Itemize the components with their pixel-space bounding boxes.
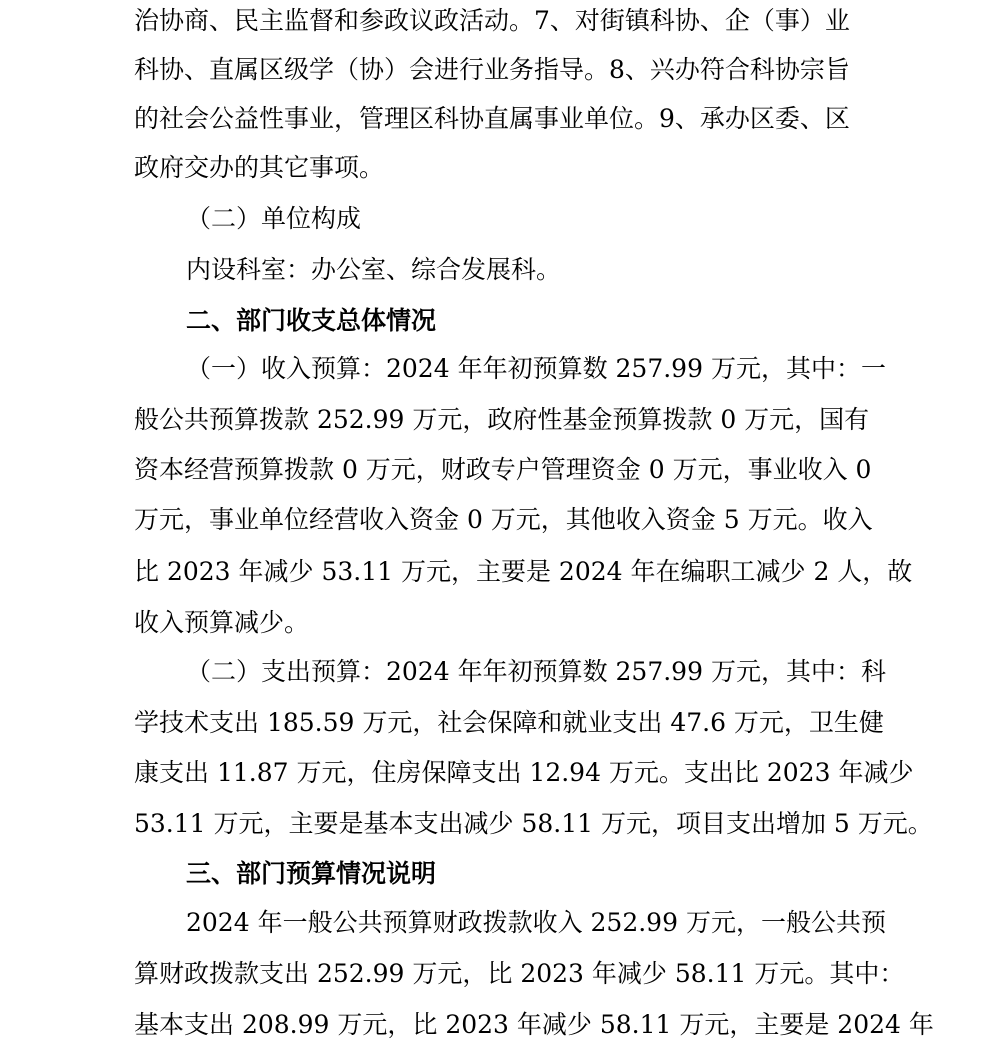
text-line: 般公共预算拨款 252.99 万元，政府性基金预算拨款 0 万元，国有 (134, 405, 870, 434)
text-line: 科协、直属区级学（协）会进行业务指导。8、兴办符合科协宗旨 (134, 55, 850, 84)
text-line: 算财政拨款支出 252.99 万元，比 2023 年减少 58.11 万元。其中： (134, 959, 905, 988)
text-line: 康支出 11.87 万元，住房保障支出 12.94 万元。支出比 2023 年减少 (134, 758, 914, 787)
section-heading: 三、部门预算情况说明 (186, 859, 437, 888)
text-line: 53.11 万元，主要是基本支出减少 58.11 万元，项目支出增加 5 万元。 (134, 809, 933, 838)
text-line: 2024 年一般公共预算财政拨款收入 252.99 万元，一般公共预 (186, 908, 886, 937)
text-line: 基本支出 208.99 万元，比 2023 年减少 58.11 万元，主要是 2024 年 (134, 1010, 934, 1039)
section-heading: 二、部门收支总体情况 (186, 306, 437, 335)
text-line: 政府交办的其它事项。 (134, 153, 385, 182)
text-line: 内设科室：办公室、综合发展科。 (186, 255, 562, 284)
section-subheading: （二）单位构成 (186, 204, 362, 233)
text-line: 的社会公益性事业，管理区科协直属事业单位。9、承办区委、区 (134, 104, 850, 133)
text-line: 学技术支出 185.59 万元，社会保障和就业支出 47.6 万元，卫生健 (134, 708, 884, 737)
text-line: 治协商、民主监督和参政议政活动。7、对街镇科协、企（事）业 (134, 6, 850, 35)
text-line: （一）收入预算：2024 年年初预算数 257.99 万元，其中：一 (186, 354, 886, 383)
text-line: 收入预算减少。 (134, 608, 310, 637)
text-line: （二）支出预算：2024 年年初预算数 257.99 万元，其中：科 (186, 657, 886, 686)
text-line: 资本经营预算拨款 0 万元，财政专户管理资金 0 万元，事业收入 0 (134, 455, 872, 484)
text-line: 万元，事业单位经营收入资金 0 万元，其他收入资金 5 万元。收入 (134, 505, 873, 534)
text-line: 比 2023 年减少 53.11 万元，主要是 2024 年在编职工减少 2 人，故 (134, 557, 913, 586)
